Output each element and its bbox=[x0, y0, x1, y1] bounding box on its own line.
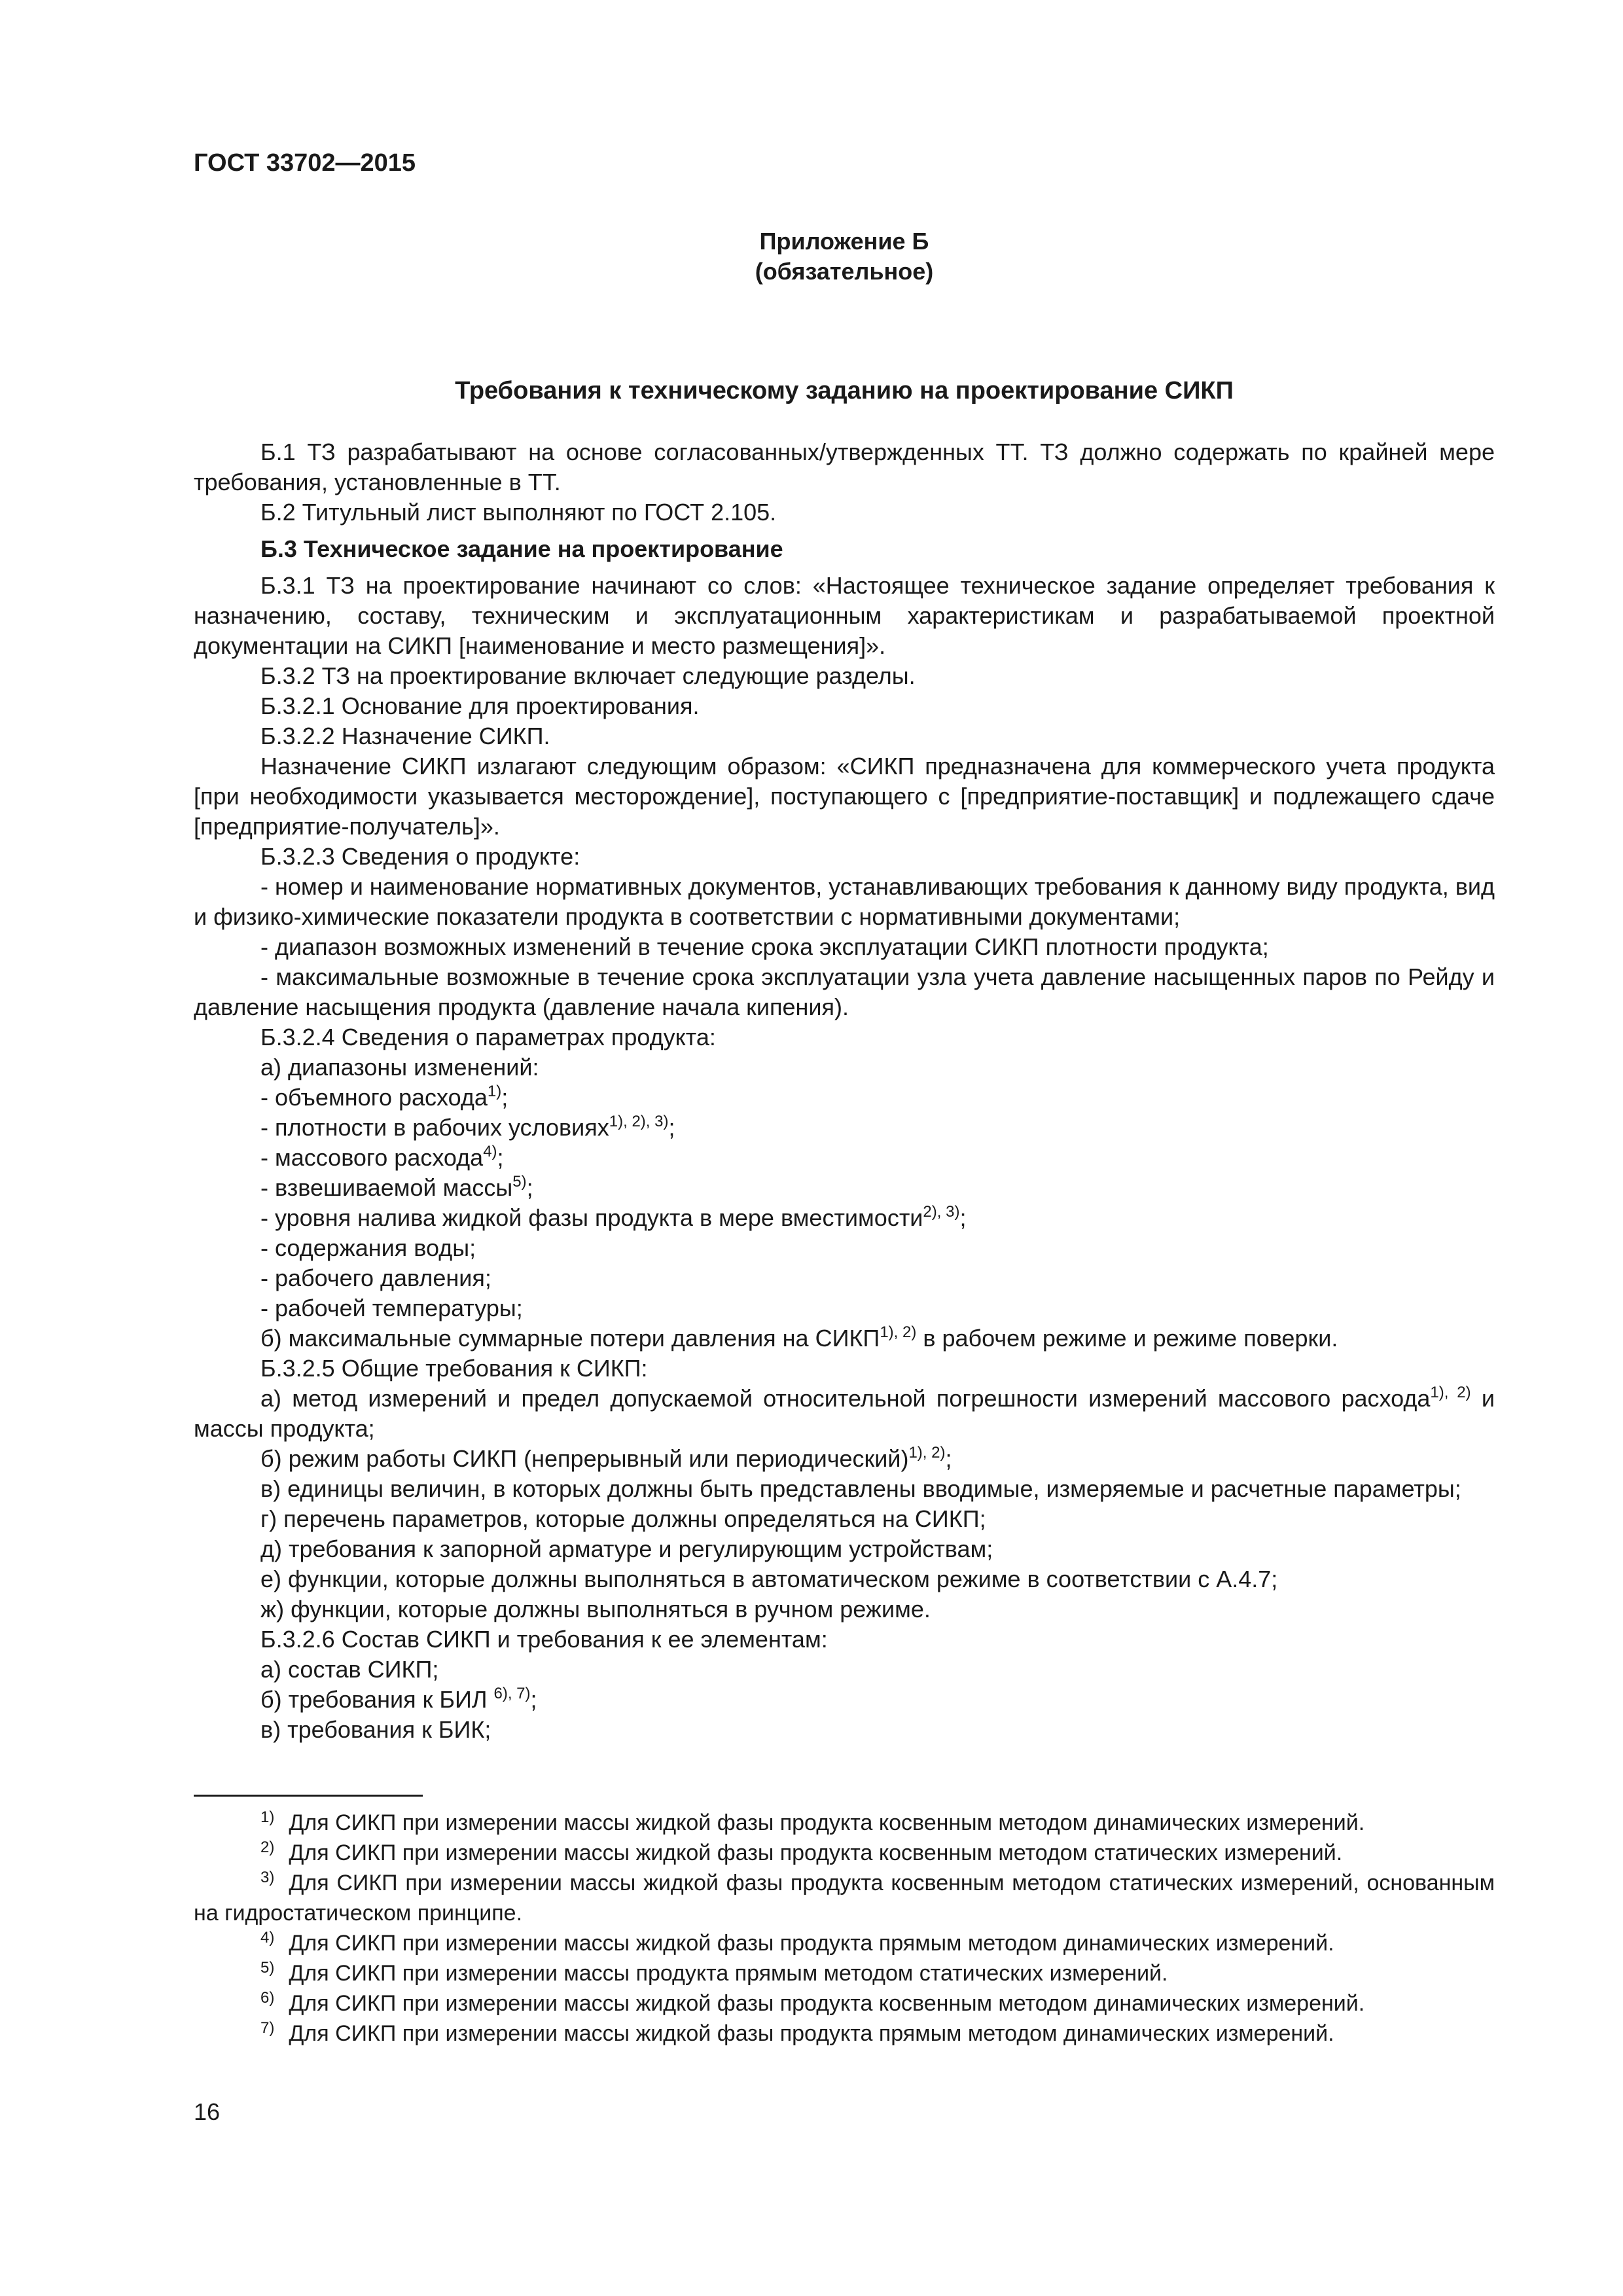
list-item: - диапазон возможных изменений в течение срока эксплуатации СИКП плотности продукта; bbox=[260, 933, 1269, 960]
footnote: $^{7)}$ Для СИКП при измерении массы жидкой фазы продукта прямым методом динамических измерений. bbox=[260, 2019, 1334, 2046]
list-item: г) перечень параметров, которые должны определяться на СИКП; bbox=[260, 1505, 986, 1532]
paragraph: Б.3.2.3 Сведения о продукте: bbox=[260, 843, 580, 870]
footnote: $^{1)}$ Для СИКП при измерении массы жидкой фазы продукта косвенным методом динамических измерений. bbox=[260, 1808, 1365, 1835]
footnote-ref[interactable]: 5) bbox=[512, 1173, 527, 1191]
paragraph: Назначение СИКП излагают следующим образом: «СИКП предназначена для коммерческого учета продукта [при необходимости указывается месторождение], поступающего с [предприятие-поставщик] и подлежащего сдаче [предприятие-получатель]». bbox=[194, 753, 1495, 840]
footnote: $^{2)}$ Для СИКП при измерении массы жидкой фазы продукта косвенным методом статических измерений. bbox=[260, 1839, 1343, 1865]
list-item: - рабочей температуры; bbox=[260, 1295, 523, 1321]
footnote-mark: 5) bbox=[260, 1959, 275, 1977]
footnote-ref[interactable]: 1) bbox=[487, 1083, 502, 1100]
paragraph: Б.1 ТЗ разрабатывают на основе согласованных/утвержденных ТТ. ТЗ должно содержать по крайней мере требования, установленные в ТТ. bbox=[194, 439, 1495, 495]
list-item: - содержания воды; bbox=[260, 1234, 476, 1261]
paragraph: Б.3.2.2 Назначение СИКП. bbox=[260, 723, 550, 749]
document-body bbox=[194, 437, 1495, 1745]
footnote-ref[interactable]: 1), 2) bbox=[1430, 1384, 1471, 1401]
list-item: е) функции, которые должны выполняться в автоматическом режиме в соответствии с А.4.7; bbox=[260, 1566, 1278, 1592]
footnote-ref[interactable]: 6), 7) bbox=[493, 1685, 531, 1702]
list-item: - номер и наименование нормативных документов, устанавливающих требования к данному виду продукта, вид и физико-химические показатели продукта в соответствии с нормативными документами; bbox=[194, 873, 1495, 930]
list-item: - взвешиваемой массы$^{5)}$; bbox=[260, 1173, 533, 1201]
list-item: - уровня налива жидкой фазы продукта в мере вместимости$^{2), 3)}$; bbox=[260, 1203, 967, 1231]
footnote-mark: 6) bbox=[260, 1989, 275, 2007]
appendix-status: (обязательное) bbox=[755, 258, 934, 285]
footnote-mark: 3) bbox=[260, 1869, 275, 1886]
footnote-ref[interactable]: 4) bbox=[483, 1143, 497, 1160]
footnote-ref[interactable]: 2), 3) bbox=[923, 1203, 960, 1221]
list-item: а) метод измерений и предел допускаемой относительной погрешности измерений массового расхода$^{1), 2)}$ и массы продукта; bbox=[194, 1384, 1495, 1442]
list-item: - рабочего давления; bbox=[260, 1265, 491, 1291]
footnote: $^{5)}$ Для СИКП при измерении массы продукта прямым методом статических измерений. bbox=[260, 1959, 1168, 1986]
list-item: - объемного расхода$^{1)}$; bbox=[260, 1083, 508, 1111]
list-item: б) режим работы СИКП (непрерывный или периодический)$^{1), 2)}$; bbox=[260, 1444, 952, 1472]
footnote-ref[interactable]: 1), 2) bbox=[908, 1444, 946, 1462]
list-item: - массового расхода$^{4)}$; bbox=[260, 1143, 504, 1171]
footnote-mark: 2) bbox=[260, 1839, 275, 1856]
page-number: 16 bbox=[194, 2098, 221, 2125]
footnote-ref[interactable]: 1), 2), 3) bbox=[609, 1113, 669, 1130]
list-item: ж) функции, которые должны выполняться в ручном режиме. bbox=[260, 1596, 931, 1623]
footnote: $^{6)}$ Для СИКП при измерении массы жидкой фазы продукта косвенным методом динамических измерений. bbox=[260, 1989, 1365, 2016]
paragraph: Б.3.2.4 Сведения о параметрах продукта: bbox=[260, 1024, 716, 1050]
list-item: - плотности в рабочих условиях$^{1), 2), 3)}$; bbox=[260, 1113, 675, 1141]
list-item: б) максимальные суммарные потери давления на $СИКП^{1), 2)}$ в рабочем режиме и режиме поверки. bbox=[260, 1323, 1338, 1352]
list-item: - максимальные возможные в течение срока эксплуатации узла учета давление насыщенных паров по Рейду и давление насыщения продукта (давление начала кипения). bbox=[194, 963, 1495, 1020]
list-item: в) единицы величин, в которых должны быть представлены вводимые, измеряемые и расчетные параметры; bbox=[260, 1475, 1461, 1502]
footnote-mark: 7) bbox=[260, 2019, 275, 2037]
appendix-name: Приложение Б bbox=[759, 228, 929, 255]
list-item: а) диапазоны изменений: bbox=[260, 1054, 539, 1081]
appendix-heading bbox=[194, 226, 1495, 287]
footnote: $^{4)}$ Для СИКП при измерении массы жидкой фазы продукта прямым методом динамических измерений. bbox=[260, 1929, 1334, 1956]
footnote-ref[interactable]: 1), 2) bbox=[880, 1323, 917, 1341]
footnote-divider bbox=[194, 1795, 423, 1797]
footnote-mark: 4) bbox=[260, 1929, 275, 1946]
list-item: б) требования к БИЛ $^{6), 7)}$; bbox=[260, 1685, 537, 1713]
paragraph: Б.3.2.5 Общие требования к СИКП: bbox=[260, 1355, 648, 1382]
footnote-mark: 1) bbox=[260, 1808, 275, 1826]
list-item: в) требования к БИК; bbox=[260, 1716, 491, 1743]
list-item: а) состав СИКП; bbox=[260, 1656, 439, 1683]
footnote: $^{3)}$ Для СИКП при измерении массы жидкой фазы продукта косвенным методом статических измерений, основанным на гидростатическом принципе. bbox=[194, 1869, 1495, 1926]
paragraph: Б.3.1 ТЗ на проектирование начинают со слов: «Настоящее техническое задание определяет требования к назначению, составу, техническим и эксплуатационным характеристикам и разрабатываемой проектной документации на СИКП [наименование и место размещения]». bbox=[194, 572, 1495, 659]
subsection-heading: Б.3 Техническое задание на проектирование bbox=[260, 535, 783, 562]
paragraph: Б.3.2.1 Основание для проектирования. bbox=[260, 692, 700, 719]
footnotes bbox=[194, 1808, 1495, 2049]
section-title: Требования к техническому заданию на проектирование СИКП bbox=[455, 377, 1234, 404]
paragraph: Б.2 Титульный лист выполняют по ГОСТ 2.105. bbox=[260, 499, 777, 526]
paragraph: Б.3.2.6 Состав СИКП и требования к ее элементам: bbox=[260, 1626, 828, 1653]
standard-code: ГОСТ 33702—2015 bbox=[194, 149, 416, 177]
paragraph: Б.3.2 ТЗ на проектирование включает следующие разделы. bbox=[260, 662, 916, 689]
list-item: д) требования к запорной арматуре и регулирующим устройствам; bbox=[260, 1535, 993, 1562]
